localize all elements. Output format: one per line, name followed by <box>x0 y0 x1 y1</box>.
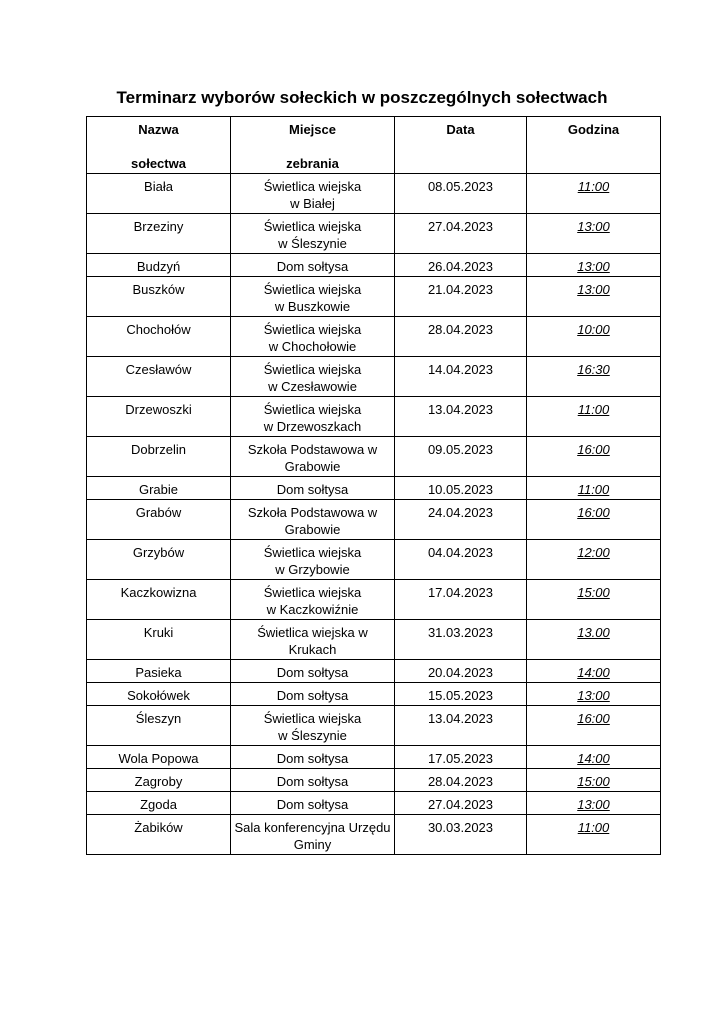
table-row <box>87 706 661 746</box>
cell-time: 16:00 <box>527 437 661 477</box>
cell-name: Chochołów <box>87 317 231 357</box>
cell-place: Świetlica wiejska w Buszkowie <box>231 277 395 317</box>
cell-date: 14.04.2023 <box>395 357 527 397</box>
cell-date: 17.05.2023 <box>395 746 527 769</box>
cell-date: 04.04.2023 <box>395 540 527 580</box>
cell-time: 11:00 <box>527 815 661 855</box>
cell-name: Zgoda <box>87 792 231 815</box>
table-row <box>87 540 661 580</box>
cell-place: Dom sołtysa <box>231 746 395 769</box>
cell-time: 11:00 <box>527 174 661 214</box>
cell-date: 31.03.2023 <box>395 620 527 660</box>
cell-place: Dom sołtysa <box>231 477 395 500</box>
table-row <box>87 683 661 706</box>
cell-name: Dobrzelin <box>87 437 231 477</box>
cell-place: Dom sołtysa <box>231 254 395 277</box>
cell-date: 28.04.2023 <box>395 317 527 357</box>
cell-place: Świetlica wiejska w Krukach <box>231 620 395 660</box>
cell-name: Kruki <box>87 620 231 660</box>
cell-place: Świetlica wiejska w Chochołowie <box>231 317 395 357</box>
table-row <box>87 397 661 437</box>
table-row <box>87 277 661 317</box>
table-row <box>87 500 661 540</box>
header-time: Godzina <box>527 117 661 174</box>
cell-time: 13:00 <box>527 277 661 317</box>
cell-place: Szkoła Podstawowa w Grabowie <box>231 437 395 477</box>
cell-place: Świetlica wiejska w Drzewoszkach <box>231 397 395 437</box>
cell-time: 13:00 <box>527 792 661 815</box>
cell-date: 13.04.2023 <box>395 397 527 437</box>
header-name: Nazwa sołectwa <box>87 117 231 174</box>
cell-time: 13:00 <box>527 214 661 254</box>
table-row <box>87 254 661 277</box>
cell-name: Zagroby <box>87 769 231 792</box>
cell-name: Grabów <box>87 500 231 540</box>
cell-date: 08.05.2023 <box>395 174 527 214</box>
table-header-row <box>87 117 661 174</box>
cell-time: 13:00 <box>527 254 661 277</box>
cell-date: 26.04.2023 <box>395 254 527 277</box>
cell-name: Sokołówek <box>87 683 231 706</box>
cell-name: Brzeziny <box>87 214 231 254</box>
page-title: Terminarz wyborów sołeckich w poszczególnych sołectwach <box>116 88 608 107</box>
elections-table <box>86 116 661 855</box>
cell-name: Budzyń <box>87 254 231 277</box>
table-row <box>87 317 661 357</box>
cell-date: 15.05.2023 <box>395 683 527 706</box>
cell-time: 14:00 <box>527 660 661 683</box>
header-date: Data <box>395 117 527 174</box>
table-row <box>87 580 661 620</box>
cell-place: Świetlica wiejska w Śleszynie <box>231 706 395 746</box>
cell-time: 10:00 <box>527 317 661 357</box>
cell-place: Świetlica wiejska w Śleszynie <box>231 214 395 254</box>
cell-place: Dom sołtysa <box>231 660 395 683</box>
cell-name: Pasieka <box>87 660 231 683</box>
cell-date: 09.05.2023 <box>395 437 527 477</box>
table-row <box>87 477 661 500</box>
cell-time: 11:00 <box>527 397 661 437</box>
cell-name: Biała <box>87 174 231 214</box>
cell-date: 27.04.2023 <box>395 214 527 254</box>
table-row <box>87 792 661 815</box>
header-place: Miejsce zebrania <box>231 117 395 174</box>
cell-date: 30.03.2023 <box>395 815 527 855</box>
cell-time: 15:00 <box>527 769 661 792</box>
cell-date: 13.04.2023 <box>395 706 527 746</box>
cell-date: 10.05.2023 <box>395 477 527 500</box>
cell-place: Dom sołtysa <box>231 769 395 792</box>
table-row <box>87 660 661 683</box>
cell-place: Świetlica wiejska w Kaczkowiźnie <box>231 580 395 620</box>
table-row <box>87 746 661 769</box>
cell-date: 28.04.2023 <box>395 769 527 792</box>
table-row <box>87 620 661 660</box>
table-row <box>87 437 661 477</box>
cell-place: Świetlica wiejska w Białej <box>231 174 395 214</box>
cell-place: Sala konferencyjna Urzędu Gminy <box>231 815 395 855</box>
table-row <box>87 815 661 855</box>
table-row <box>87 769 661 792</box>
cell-date: 24.04.2023 <box>395 500 527 540</box>
cell-date: 21.04.2023 <box>395 277 527 317</box>
cell-place: Szkoła Podstawowa w Grabowie <box>231 500 395 540</box>
cell-place: Dom sołtysa <box>231 683 395 706</box>
cell-name: Drzewoszki <box>87 397 231 437</box>
cell-time: 13:00 <box>527 683 661 706</box>
cell-date: 20.04.2023 <box>395 660 527 683</box>
cell-time: 13.00 <box>527 620 661 660</box>
cell-time: 12:00 <box>527 540 661 580</box>
cell-time: 14:00 <box>527 746 661 769</box>
cell-time: 15:00 <box>527 580 661 620</box>
table-row <box>87 214 661 254</box>
cell-date: 17.04.2023 <box>395 580 527 620</box>
cell-place: Dom sołtysa <box>231 792 395 815</box>
cell-name: Grabie <box>87 477 231 500</box>
cell-time: 16:00 <box>527 706 661 746</box>
table-row <box>87 357 661 397</box>
cell-date: 27.04.2023 <box>395 792 527 815</box>
cell-name: Grzybów <box>87 540 231 580</box>
cell-name: Żabików <box>87 815 231 855</box>
cell-time: 16:00 <box>527 500 661 540</box>
cell-place: Świetlica wiejska w Czesławowie <box>231 357 395 397</box>
table-row <box>87 174 661 214</box>
cell-place: Świetlica wiejska w Grzybowie <box>231 540 395 580</box>
cell-name: Czesławów <box>87 357 231 397</box>
cell-name: Wola Popowa <box>87 746 231 769</box>
cell-name: Śleszyn <box>87 706 231 746</box>
cell-time: 16:30 <box>527 357 661 397</box>
cell-name: Kaczkowizna <box>87 580 231 620</box>
cell-time: 11:00 <box>527 477 661 500</box>
cell-name: Buszków <box>87 277 231 317</box>
